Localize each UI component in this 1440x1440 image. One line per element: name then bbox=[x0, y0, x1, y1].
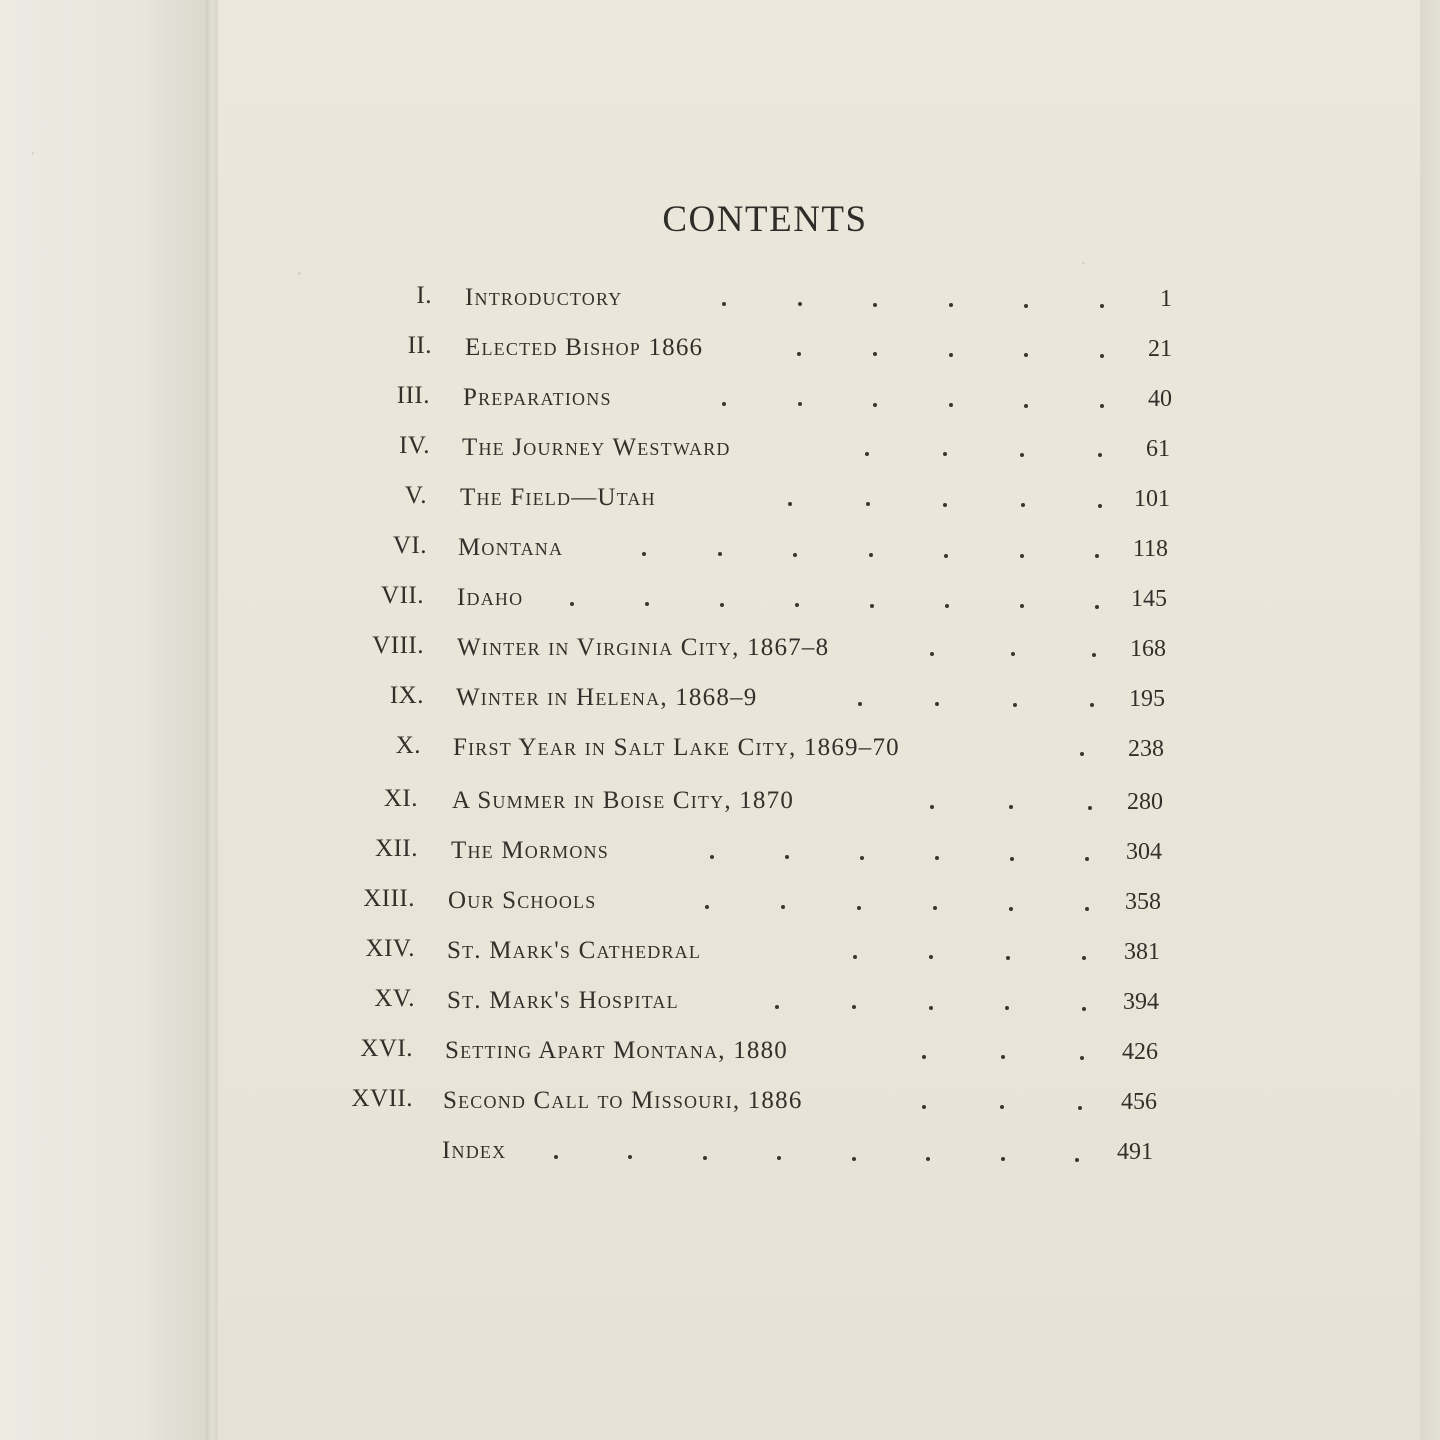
leader-dot bbox=[703, 1156, 707, 1160]
leader-dot bbox=[1080, 1056, 1084, 1060]
chapter-title: Elected Bishop 1866 bbox=[465, 334, 704, 361]
leader-dot bbox=[1024, 304, 1028, 308]
leader-dot bbox=[866, 502, 870, 506]
leader-dot bbox=[945, 604, 949, 608]
chapter-title: The Field—Utah bbox=[460, 484, 656, 511]
chapter-title: Montana bbox=[458, 534, 564, 561]
toc-entry bbox=[0, 732, 1440, 772]
toc-entry bbox=[0, 1085, 1440, 1125]
leader-dot bbox=[1100, 354, 1104, 358]
leader-dot bbox=[705, 905, 709, 909]
leader-dot bbox=[1098, 504, 1102, 508]
toc-entry bbox=[0, 282, 1440, 322]
leader-dot bbox=[775, 1005, 779, 1009]
leader-dot bbox=[1090, 703, 1094, 707]
leader-dot bbox=[798, 302, 802, 306]
leader-dot bbox=[1082, 1007, 1086, 1011]
leader-dot bbox=[873, 352, 877, 356]
leader-dot bbox=[929, 1006, 933, 1010]
leader-dot bbox=[922, 1055, 926, 1059]
page-number: 21 bbox=[1148, 336, 1172, 362]
leader-dot bbox=[922, 1105, 926, 1109]
leader-dot bbox=[1100, 304, 1104, 308]
chapter-numeral: IV. bbox=[399, 432, 430, 459]
leader-dot bbox=[795, 603, 799, 607]
page-title: CONTENTS bbox=[662, 199, 868, 240]
leader-dot bbox=[949, 403, 953, 407]
chapter-numeral: V. bbox=[404, 482, 427, 509]
leader-dot bbox=[722, 402, 726, 406]
chapter-numeral: XIII. bbox=[363, 885, 415, 912]
chapter-numeral: III. bbox=[396, 382, 430, 409]
leader-dot bbox=[860, 856, 864, 860]
chapter-title: Preparations bbox=[463, 384, 612, 411]
leader-dot bbox=[873, 303, 877, 307]
leader-dot bbox=[873, 403, 877, 407]
leader-dot bbox=[930, 652, 934, 656]
leader-dot bbox=[798, 402, 802, 406]
chapter-title: Setting Apart Montana, 1880 bbox=[445, 1037, 789, 1064]
leader-dot bbox=[797, 352, 801, 356]
leader-dot bbox=[949, 353, 953, 357]
leader-dot bbox=[858, 702, 862, 706]
leader-dot bbox=[1024, 404, 1028, 408]
chapter-title: St. Mark's Cathedral bbox=[447, 937, 702, 964]
chapter-title: Winter in Helena, 1868–9 bbox=[456, 684, 758, 711]
page-number: 40 bbox=[1148, 386, 1172, 412]
leader-dot bbox=[1021, 503, 1025, 507]
toc-entry bbox=[0, 1035, 1440, 1075]
toc-entry bbox=[0, 1135, 1440, 1175]
leader-dot bbox=[642, 552, 646, 556]
leader-dot bbox=[1001, 1055, 1005, 1059]
chapter-numeral: XI. bbox=[383, 785, 418, 812]
chapter-numeral: II. bbox=[407, 332, 432, 359]
leader-dot bbox=[869, 553, 873, 557]
toc-entry bbox=[0, 432, 1440, 472]
page-number: 238 bbox=[1128, 736, 1164, 762]
leader-dot bbox=[865, 452, 869, 456]
leader-dot bbox=[793, 553, 797, 557]
leader-dot bbox=[943, 452, 947, 456]
leader-dot bbox=[645, 602, 649, 606]
leader-dot bbox=[943, 503, 947, 507]
leader-dot bbox=[929, 955, 933, 959]
leader-dot bbox=[628, 1155, 632, 1159]
chapter-title: St. Mark's Hospital bbox=[447, 987, 679, 1014]
leader-dot bbox=[852, 1005, 856, 1009]
leader-dot bbox=[1075, 1158, 1079, 1162]
toc-entry bbox=[0, 885, 1440, 925]
page-number: 118 bbox=[1132, 536, 1168, 562]
chapter-title: The Mormons bbox=[451, 837, 609, 864]
page-number: 358 bbox=[1125, 889, 1161, 915]
leader-dot bbox=[718, 552, 722, 556]
toc-entry bbox=[0, 582, 1440, 622]
leader-dot bbox=[1095, 605, 1099, 609]
page-number: 1 bbox=[1160, 286, 1172, 312]
page-number: 381 bbox=[1124, 939, 1160, 965]
leader-dot bbox=[1005, 1006, 1009, 1010]
leader-dot bbox=[1000, 1105, 1004, 1109]
chapter-numeral: XII. bbox=[375, 835, 418, 862]
page-number: 426 bbox=[1122, 1039, 1158, 1065]
leader-dot bbox=[777, 1156, 781, 1160]
leader-dot bbox=[1082, 956, 1086, 960]
chapter-numeral: VIII. bbox=[372, 632, 424, 659]
chapter-title: Introductory bbox=[465, 284, 623, 311]
leader-dot bbox=[554, 1155, 558, 1159]
leader-dot bbox=[935, 856, 939, 860]
page-number: 195 bbox=[1129, 686, 1165, 712]
leader-dot bbox=[853, 955, 857, 959]
page-number: 168 bbox=[1130, 636, 1166, 662]
leader-dot bbox=[1009, 805, 1013, 809]
leader-dot bbox=[1013, 703, 1017, 707]
page-number: 456 bbox=[1121, 1089, 1157, 1115]
leader-dot bbox=[1085, 907, 1089, 911]
leader-dot bbox=[1010, 857, 1014, 861]
toc-entry bbox=[0, 532, 1440, 572]
leader-dot bbox=[1001, 1157, 1005, 1161]
chapter-numeral: XV. bbox=[374, 985, 415, 1012]
leader-dot bbox=[1020, 453, 1024, 457]
leader-dot bbox=[781, 905, 785, 909]
leader-dot bbox=[722, 302, 726, 306]
leader-dot bbox=[710, 855, 714, 859]
toc-entry bbox=[0, 835, 1440, 875]
chapter-title: The Journey Westward bbox=[462, 434, 731, 461]
leader-dot bbox=[1024, 353, 1028, 357]
chapter-numeral: X. bbox=[395, 732, 421, 759]
chapter-numeral: XVI. bbox=[360, 1035, 413, 1062]
leader-dot bbox=[1092, 653, 1096, 657]
chapter-numeral: XVII. bbox=[351, 1085, 413, 1112]
leader-dot bbox=[1020, 554, 1024, 558]
chapter-title: Idaho bbox=[457, 584, 524, 611]
leader-dot bbox=[949, 303, 953, 307]
toc-entry bbox=[0, 935, 1440, 975]
leader-dot bbox=[1011, 652, 1015, 656]
toc-entry bbox=[0, 682, 1440, 722]
chapter-title: Winter in Virginia City, 1867–8 bbox=[457, 634, 830, 661]
leader-dot bbox=[1095, 554, 1099, 558]
page-number: 61 bbox=[1146, 436, 1170, 462]
page-number: 280 bbox=[1127, 789, 1163, 815]
page-number: 304 bbox=[1126, 839, 1162, 865]
leader-dot bbox=[852, 1157, 856, 1161]
leader-dot bbox=[1080, 752, 1084, 756]
toc-entry bbox=[0, 382, 1440, 422]
leader-dot bbox=[944, 554, 948, 558]
leader-dot bbox=[1088, 806, 1092, 810]
leader-dot bbox=[1006, 956, 1010, 960]
chapter-numeral: XIV. bbox=[365, 935, 415, 962]
leader-dot bbox=[785, 855, 789, 859]
page-number: 394 bbox=[1123, 989, 1159, 1015]
leader-dot bbox=[1020, 604, 1024, 608]
chapter-title: Index bbox=[442, 1137, 507, 1164]
chapter-numeral: VI. bbox=[392, 532, 427, 559]
leader-dot bbox=[933, 906, 937, 910]
chapter-title: Second Call to Missouri, 1886 bbox=[443, 1087, 803, 1114]
chapter-title: A Summer in Boise City, 1870 bbox=[452, 787, 795, 814]
page-number: 145 bbox=[1131, 586, 1167, 612]
page-number: 491 bbox=[1117, 1139, 1153, 1165]
chapter-numeral: I. bbox=[416, 282, 432, 309]
leader-dot bbox=[926, 1157, 930, 1161]
leader-dot bbox=[720, 603, 724, 607]
leader-dot bbox=[1078, 1106, 1082, 1110]
toc-entry bbox=[0, 482, 1440, 522]
leader-dot bbox=[935, 702, 939, 706]
leader-dot bbox=[1009, 907, 1013, 911]
leader-dot bbox=[870, 604, 874, 608]
chapter-title: First Year in Salt Lake City, 1869–70 bbox=[453, 734, 900, 761]
toc-entry bbox=[0, 985, 1440, 1025]
leader-dot bbox=[1098, 453, 1102, 457]
page-number: 101 bbox=[1134, 486, 1170, 512]
leader-dot bbox=[930, 805, 934, 809]
toc-entry bbox=[0, 632, 1440, 672]
leader-dot bbox=[788, 502, 792, 506]
chapter-numeral: VII. bbox=[381, 582, 424, 609]
chapter-numeral: IX. bbox=[389, 682, 424, 709]
leader-dot bbox=[570, 602, 574, 606]
chapter-title: Our Schools bbox=[448, 887, 597, 914]
toc-entry bbox=[0, 332, 1440, 372]
leader-dot bbox=[1100, 404, 1104, 408]
leader-dot bbox=[857, 906, 861, 910]
leader-dot bbox=[1085, 857, 1089, 861]
toc-entry bbox=[0, 785, 1440, 825]
